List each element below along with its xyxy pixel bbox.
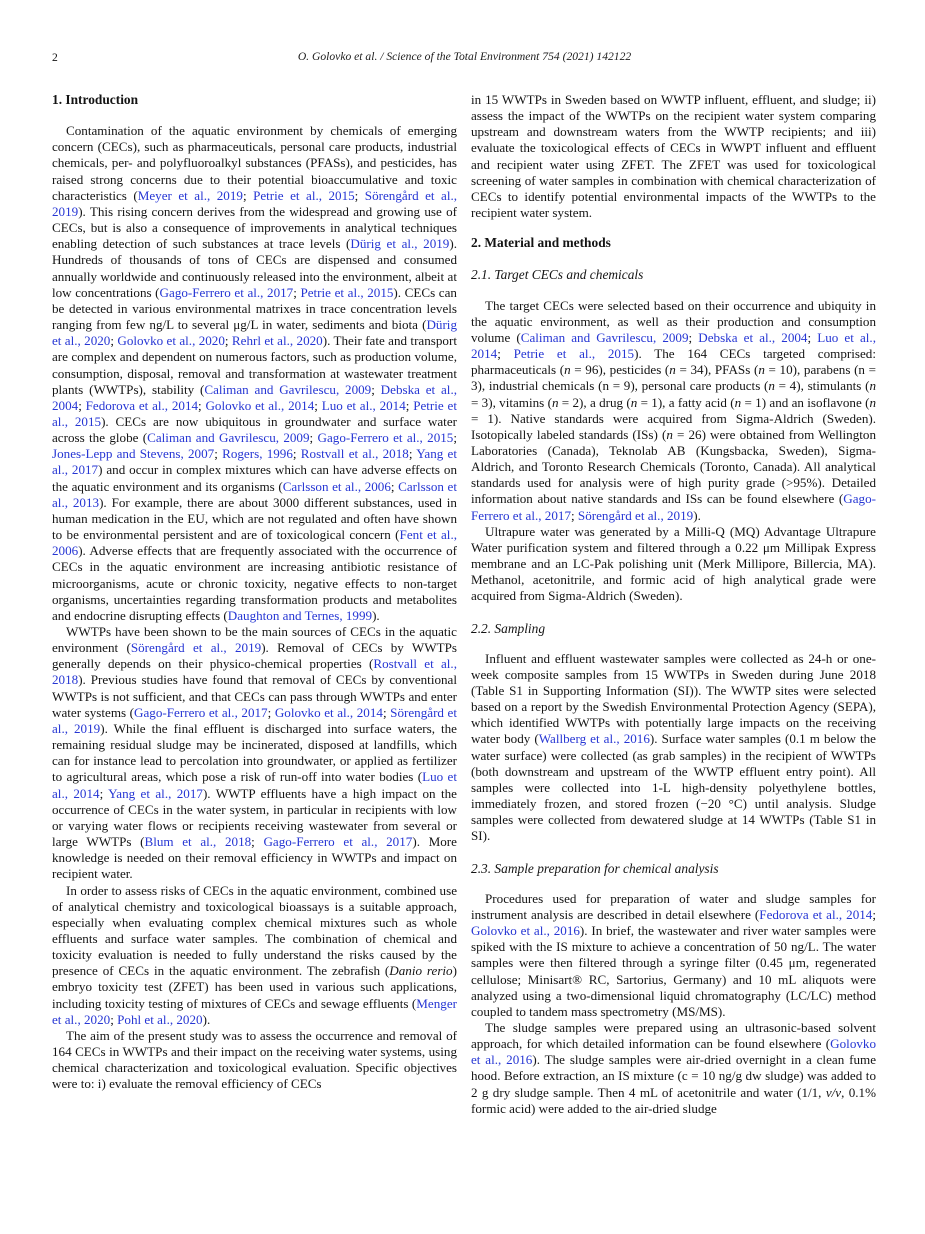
- citation-link[interactable]: Golovko et al., 2014: [205, 397, 315, 413]
- citation-link[interactable]: Yang et al., 2017: [52, 446, 457, 478]
- citation-link[interactable]: Daughton and Ternes, 1999: [227, 607, 373, 623]
- left-column: [52, 92, 457, 1117]
- page-header: [52, 50, 877, 67]
- italic-text: n: [551, 394, 559, 410]
- page-number: 2: [52, 51, 58, 64]
- citation-link[interactable]: Golovko et al., 2016: [471, 923, 580, 939]
- citation-link[interactable]: Blum et al., 2018: [144, 834, 252, 850]
- italic-text: Danio rerio: [389, 963, 453, 979]
- citation-link[interactable]: Rostvall et al., 2018: [300, 446, 409, 462]
- citation-link[interactable]: Pohl et al., 2020: [117, 1011, 203, 1027]
- paragraph: WWTPs have been shown to be the main sources of CECs in the aquatic environment (Sörengård et al., 2019). Removal of CECs by WWTPs generally depends on their physico-chemical properties (Rostvall et al., 2018). Previous studies have found that removal of CECs by conventional WWTPs is not sufficient, and that CECs can pass through WWTPs and enter water systems (Gago-Ferrero et al., 2017; Golovko et al., 2014; Sörengård et al., 2019). While the final effluent is discharged into surface waters, the remaining residual sludge may be incinerated, disposed at landfills, which can for instance lead to percolation into groundwater, or applied as fertilizer to agricultural areas, which pose a risk of run-off into water bodies (Luo et al., 2014; Yang et al., 2017). WWTP effluents have a high impact on the occurrence of CECs in the water system, in particular in recipients with low or varying water flows or recipients receiving wastewater from several or large WWTPs (Blum et al., 2018; Gago-Ferrero et al., 2017). More knowledge is needed on their removal efficiency in WWTPs and impact on recipient water.: [52, 624, 457, 882]
- citation-link[interactable]: Petrie et al., 2015: [52, 397, 457, 429]
- citation-link[interactable]: Petrie et al., 2015: [513, 346, 635, 362]
- paragraph: The sludge samples were prepared using an ultrasonic-based solvent approach, for which detailed information can be found elsewhere (Golovko et al., 2016). The sludge samples were air-dried overnight in a clean fume hood. Before extraction, an IS mixture (c = 10 ng/g dw sludge) was added to 2 g dry sludge sample. Then 4 mL of acetonitrile and water (1/1, v/v, 0.1% formic acid) were added to the air-dried sludge: [471, 1019, 877, 1116]
- citation-link[interactable]: Caliman and Gavrilescu, 2009: [520, 329, 689, 345]
- paragraph: In order to assess risks of CECs in the aquatic environment, combined use of analytical chemistry and toxicological bioassays is a suitable approach, especially when evaluating complex chemical mixtures such as whole effluents and surface water samples. The combination of chemical and toxicity evaluation is needed to fully understand the risks caused by the presence of CECs in the aquatic environment. The zebrafish (Danio rerio) embryo toxicity test (ZFET) has been used in various such applications, including toxicity testing of mixtures of CECs and sewage effluents (Menger et al., 2020; Pohl et al., 2020).: [52, 882, 457, 1027]
- citation-link[interactable]: Jones-Lepp and Stevens, 2007: [52, 446, 215, 462]
- paragraph: The aim of the present study was to assess the occurrence and removal of 164 CECs in WWTPs and their impact on the receiving water systems, using chemical characterization and toxicological evaluation. Specific objectives were to: i) evaluate the removal efficiency of CECs: [52, 1027, 457, 1092]
- citation-link[interactable]: Luo et al., 2014: [52, 769, 457, 801]
- italic-text: n: [869, 394, 876, 410]
- section-heading: 2. Material and methods: [471, 235, 611, 251]
- citation-link[interactable]: Gago-Ferrero et al., 2017: [263, 834, 413, 850]
- citation-link[interactable]: Gago-Ferrero et al., 2017: [471, 491, 876, 523]
- citation-link[interactable]: Debska et al., 2004: [52, 381, 457, 413]
- citation-link[interactable]: Wallberg et al., 2016: [538, 731, 650, 747]
- paragraph: Ultrapure water was generated by a Milli-Q (MQ) Advantage Ultrapure Water purification system and filtered through a 0.22 μm Millipak Express membrane and an LC-Pak polishing unit (Merk Millipore, Billercia, MA). Methanol, acetonitrile, and formic acid of high analytical grade were acquired from Sigma-Aldrich (Sweden).: [471, 523, 876, 604]
- citation-link[interactable]: Golovko et al., 2020: [117, 333, 225, 349]
- citation-link[interactable]: Sörengård et al., 2019: [130, 640, 262, 656]
- italic-text: n: [669, 362, 676, 378]
- citation-link[interactable]: Menger et al., 2020: [52, 995, 457, 1027]
- citation-link[interactable]: Carlsson et al., 2013: [52, 478, 457, 510]
- citation-link[interactable]: Sörengård et al., 2019: [577, 507, 694, 523]
- citation-link[interactable]: Fedorova et al., 2014: [85, 397, 199, 413]
- citation-link[interactable]: Dürig et al., 2020: [52, 317, 457, 349]
- running-head: O. Golovko et al. / Science of the Total Environment 754 (2021) 142122: [297, 50, 632, 63]
- citation-link[interactable]: Gago-Ferrero et al., 2017: [159, 284, 294, 300]
- citation-link[interactable]: Carlsson et al., 2006: [282, 478, 391, 494]
- citation-link[interactable]: Caliman and Gavrilescu, 2009: [147, 430, 310, 446]
- citation-link[interactable]: Golovko et al., 2016: [471, 1036, 876, 1068]
- citation-link[interactable]: Yang et al., 2017: [108, 785, 203, 801]
- citation-link[interactable]: Caliman and Gavrilescu, 2009: [204, 381, 372, 397]
- citation-link[interactable]: Fent et al., 2006: [52, 527, 457, 559]
- paragraph: in 15 WWTPs in Sweden based on WWTP influent, effluent, and sludge; ii) assess the impact of the WWTPs on the recipient water system comparing upstream and downstream waters from the WWTP recipients; and iii) evaluate the toxicological effects of CECs in WWPT influent and effluent and recipient water using ZFET. The ZFET was used for toxicological screening of water samples in combination with chemical characterization of CECs to identify potential environmental impacts of the WWTPs to the recipient water system.: [471, 92, 876, 221]
- subsection-heading: 2.3. Sample preparation for chemical analysis: [471, 860, 719, 876]
- citation-link[interactable]: Luo et al., 2014: [471, 329, 876, 362]
- paragraph: Contamination of the aquatic environment by chemicals of emerging concern (CECs), such as pharmaceuticals, personal care products, industrial chemicals, per- and polyfluoroalkyl substances (PFASs), and pesticides, has raised strong concerns due to their potential bioaccumulative and toxic characteristics (Meyer et al., 2019; Petrie et al., 2015; Sörengård et al., 2019). This rising concern derives from the widespread and growing use of CECs, but is also a consequence of improvements in analytical techniques enabling detection of such substances at trace levels (Dürig et al., 2019). Hundreds of thousands of tons of CECs are dispensed and consumed annually worldwide and continuously released into the environment, albeit at low concentrations (Gago-Ferrero et al., 2017; Petrie et al., 2015). CECs can be detected in various environmental matrixes in trace concentration levels ranging from few ng/L to several μg/L in water, sediments and biota (Dürig et al., 2020; Golovko et al., 2020; Rehrl et al., 2020). Their fate and transport are complex and dependent on numerous factors, such as production volume, consumption, disposal, removal and transformation at wastewater treatment plants (WWTPs), stability (Caliman and Gavrilescu, 2009; Debska et al., 2004; Fedorova et al., 2014; Golovko et al., 2014; Luo et al., 2014; Petrie et al., 2015). CECs are now ubiquitous in groundwater and surface water across the globe (Caliman and Gavrilescu, 2009; Gago-Ferrero et al., 2015; Jones-Lepp and Stevens, 2007; Rogers, 1996; Rostvall et al., 2018; Yang et al., 2017) and occur in complex mixtures which can have adverse effects on the aquatic environment and its organisms (Carlsson et al., 2006; Carlsson et al., 2013). For example, there are about 3000 different substances, used in human medication in the EU, which are not regulated and often have shown to be environmental persistent and are of toxicological concern (Fent et al., 2006). Adverse effects that are frequently associated with the occurrence of CECs in the aquatic environment are increasing antibiotic resistance of microorganisms, acute or chronic toxicity, negative effects to non-target organisms, uncertainties regarding transformation products and metabolites and endocrine disrupting effects (Daughton and Ternes, 1999).: [52, 123, 458, 623]
- italic-text: n: [768, 378, 775, 394]
- italic-text: n: [666, 426, 673, 442]
- citation-link[interactable]: Gago-Ferrero et al., 2015: [317, 430, 454, 446]
- citation-link[interactable]: Luo et al., 2014: [321, 397, 406, 413]
- citation-link[interactable]: Golovko et al., 2014: [274, 704, 383, 720]
- citation-link[interactable]: Rehrl et al., 2020: [231, 333, 323, 349]
- citation-link[interactable]: Sörengård et al., 2019: [52, 704, 457, 736]
- paragraph: Influent and effluent wastewater samples were collected as 24-h or one-week composite samples from 15 WWTPs in Sweden during June 2018 (Table S1 in Supporting Information (SI)). The WWTP sites were selected based on a report by the Swedish Environmental Protection Agency (SEPA), which identified WWTPs with potentially large impacts on the receiving water body (Wallberg et al., 2016). Surface water samples (0.1 m below the water surface) were collected (as grab samples) in the recipient of WWTPs (both downstream and upstream of the WWTP effluent entry point). All samples were collected into 1-L high-density polyethylene bottles, immediately frozen, and stored frozen (−20 °C) until analysis. Sludge samples were collected from dewatered sludge at 14 WWTPs (Table S1 in SI).: [471, 650, 876, 844]
- citation-link[interactable]: Debska et al., 2004: [698, 329, 808, 345]
- citation-link[interactable]: Petrie et al., 2015: [253, 187, 355, 203]
- italic-text: n: [869, 378, 877, 394]
- right-column: [471, 92, 876, 1117]
- italic-text: n: [734, 394, 742, 410]
- citation-link[interactable]: Rostvall et al., 2018: [52, 656, 457, 688]
- subsection-heading: 2.2. Sampling: [471, 620, 546, 636]
- citation-link[interactable]: Sörengård et al., 2019: [52, 187, 458, 219]
- italic-text: n: [564, 362, 571, 378]
- citation-link[interactable]: Rogers, 1996: [222, 446, 293, 462]
- subsection-heading: 2.1. Target CECs and chemicals: [471, 267, 644, 283]
- citation-link[interactable]: Dürig et al., 2019: [350, 236, 450, 252]
- section-heading: 1. Introduction: [52, 92, 139, 107]
- italic-text: v/v: [825, 1084, 842, 1100]
- citation-link[interactable]: Gago-Ferrero et al., 2017: [134, 704, 268, 720]
- two-column-body: [52, 92, 877, 1117]
- italic-text: n: [758, 362, 765, 378]
- paragraph: Procedures used for preparation of water and sludge samples for instrument analysis are described in detail elsewhere (Fedorova et al., 2014; Golovko et al., 2016). In brief, the wastewater and river water samples were spiked with the IS mixture to achieve a concentration of 50 ng/L. The water samples were then filtered through a syringe filter (0.45 μm, regenerated cellulose; Minisart® RC, Sartorius, Germany) and 10 mL aliquots were analyzed using a two-dimensional liquid chromatography (LC/LC) method coupled to tandem mass spectrometry (MS/MS).: [471, 890, 876, 1019]
- citation-link[interactable]: Petrie et al., 2015: [300, 284, 394, 300]
- citation-link[interactable]: Meyer et al., 2019: [137, 187, 243, 203]
- citation-link[interactable]: Fedorova et al., 2014: [759, 906, 873, 922]
- italic-text: n: [630, 394, 638, 410]
- paragraph: The target CECs were selected based on their occurrence and ubiquity in the aquatic environment, as well as their production and consumption volume (Caliman and Gavrilescu, 2009; Debska et al., 2004; Luo et al., 2014; Petrie et al., 2015). The 164 CECs targeted comprised: pharmaceuticals (n = 96), pesticides (n = 34), PFASs (n = 10), parabens (n = 3), industrial chemicals (n = 9), personal care products (n = 4), stimulants (n = 3), vitamins (n = 2), a drug (n = 1), a fatty acid (n = 1) and an isoflavone (n = 1). Native standards were acquired from Sigma-Aldrich (Sweden). Isotopically labeled standards (ISs) (n = 26) were obtained from Wellington Laboratories (Canada), Teknolab AB (Kungsbacka, Sweden), Sigma-Aldrich, and Toronto Research Chemicals (Toronto, Canada). All analytical standards used for analysis were of high purity grade (>95%). Detailed information about native standards and ISs can be found elsewhere (Gago-Ferrero et al., 2017; Sörengård et al., 2019).: [471, 297, 877, 523]
